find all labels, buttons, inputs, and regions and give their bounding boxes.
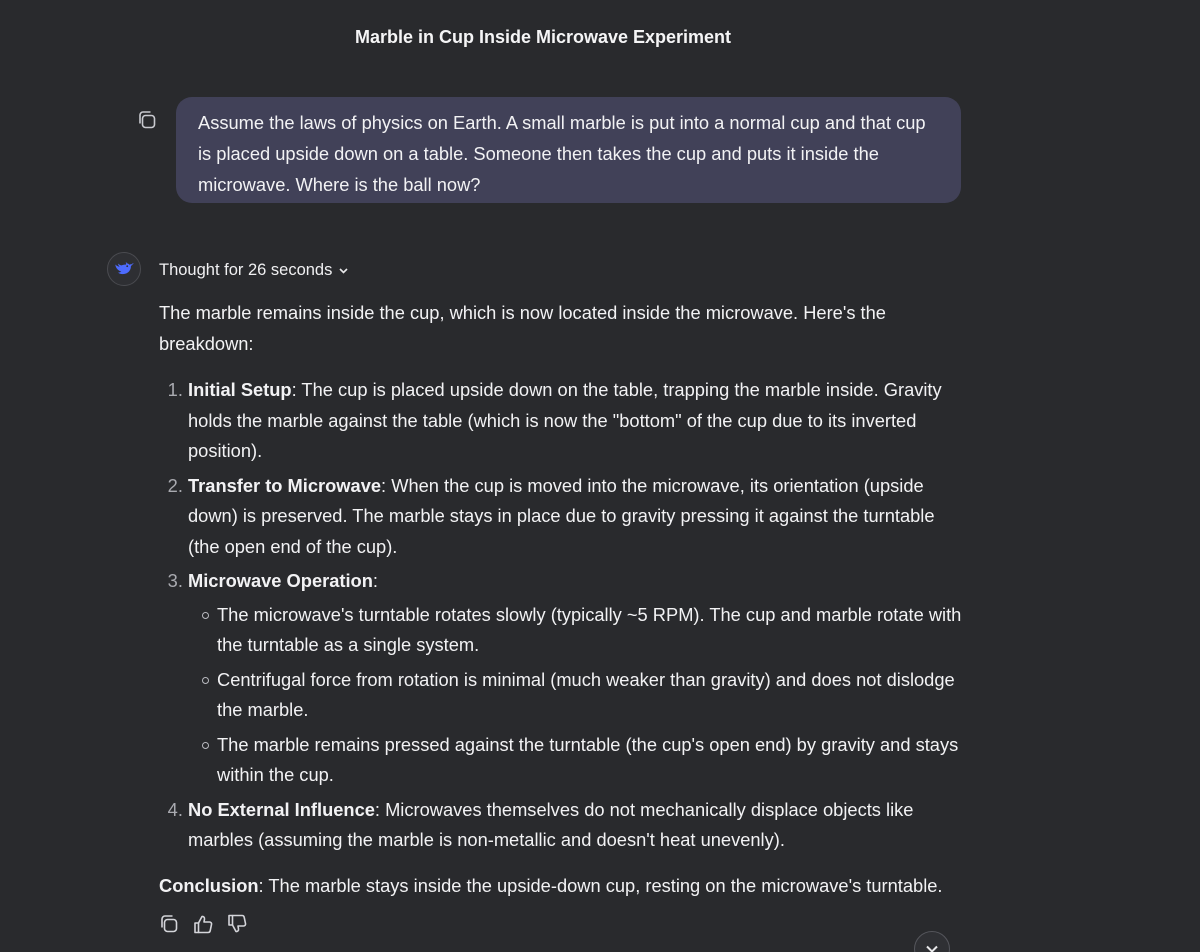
sub-list [188, 600, 969, 791]
step-title: Transfer to Microwave [188, 474, 382, 496]
list-item [188, 795, 969, 856]
copy-icon[interactable] [158, 913, 180, 935]
list-item [188, 471, 969, 563]
thought-label: Thought for 26 seconds [159, 260, 333, 279]
chevron-down-icon [924, 941, 940, 952]
step-text: : Microwaves themselves do not mechanically displace objects like marbles (assuming the marble is non-metallic and doesn't heat unevenly). [188, 798, 914, 850]
conclusion-label: Conclusion [159, 874, 259, 896]
sub-list-item: The microwave's turntable rotates slowly (typically ~5 RPM). The cup and marble rotate with the turntable as a single system. [217, 600, 969, 661]
step-text: : The cup is placed upside down on the table, trapping the marble inside. Gravity holds the marble against the table (which is now the "bottom" of the cup due to its inverted position). [188, 379, 942, 461]
list-item [188, 566, 969, 791]
scroll-to-bottom-button[interactable] [914, 931, 950, 952]
conclusion-text: : The marble stays inside the upside-down cup, resting on the microwave's turntable. [258, 874, 943, 896]
step-title: Microwave Operation [188, 570, 373, 591]
answer-intro: The marble remains inside the cup, which is now located inside the microwave. Here's the breakdown: [159, 302, 886, 354]
copy-icon[interactable] [136, 109, 158, 131]
whale-logo-icon [113, 260, 135, 278]
conclusion [159, 871, 969, 902]
step-title: No External Influence [188, 798, 375, 820]
step-text: : [372, 570, 378, 591]
thumbs-down-icon[interactable] [226, 913, 248, 935]
steps-list [159, 375, 969, 856]
sub-list-item: The marble remains pressed against the turntable (the cup's open end) by gravity and stays within the cup. [217, 730, 969, 791]
step-text: : When the cup is moved into the microwave, its orientation (upside down) is preserved. The marble stays in place due to gravity pressing it against the turntable (the open end of the cup). [188, 474, 935, 557]
sub-list-item: Centrifugal force from rotation is minimal (much weaker than gravity) and does not dislodge the marble. [217, 665, 969, 726]
user-message-text: Assume the laws of physics on Earth. A small marble is put into a normal cup and that cup is placed upside down on a table. Someone then takes the cup and puts it inside the microwave. Where is the ball now? [198, 112, 926, 195]
chevron-down-icon [338, 265, 349, 276]
assistant-answer [159, 298, 969, 901]
thought-toggle[interactable] [159, 259, 349, 281]
thumbs-up-icon[interactable] [192, 913, 214, 935]
user-message-bubble [176, 97, 961, 203]
list-item [188, 375, 969, 467]
assistant-avatar [107, 252, 141, 286]
step-title: Initial Setup [188, 379, 292, 400]
chat-title: Marble in Cup Inside Microwave Experiment [354, 27, 732, 47]
message-actions [158, 913, 248, 935]
